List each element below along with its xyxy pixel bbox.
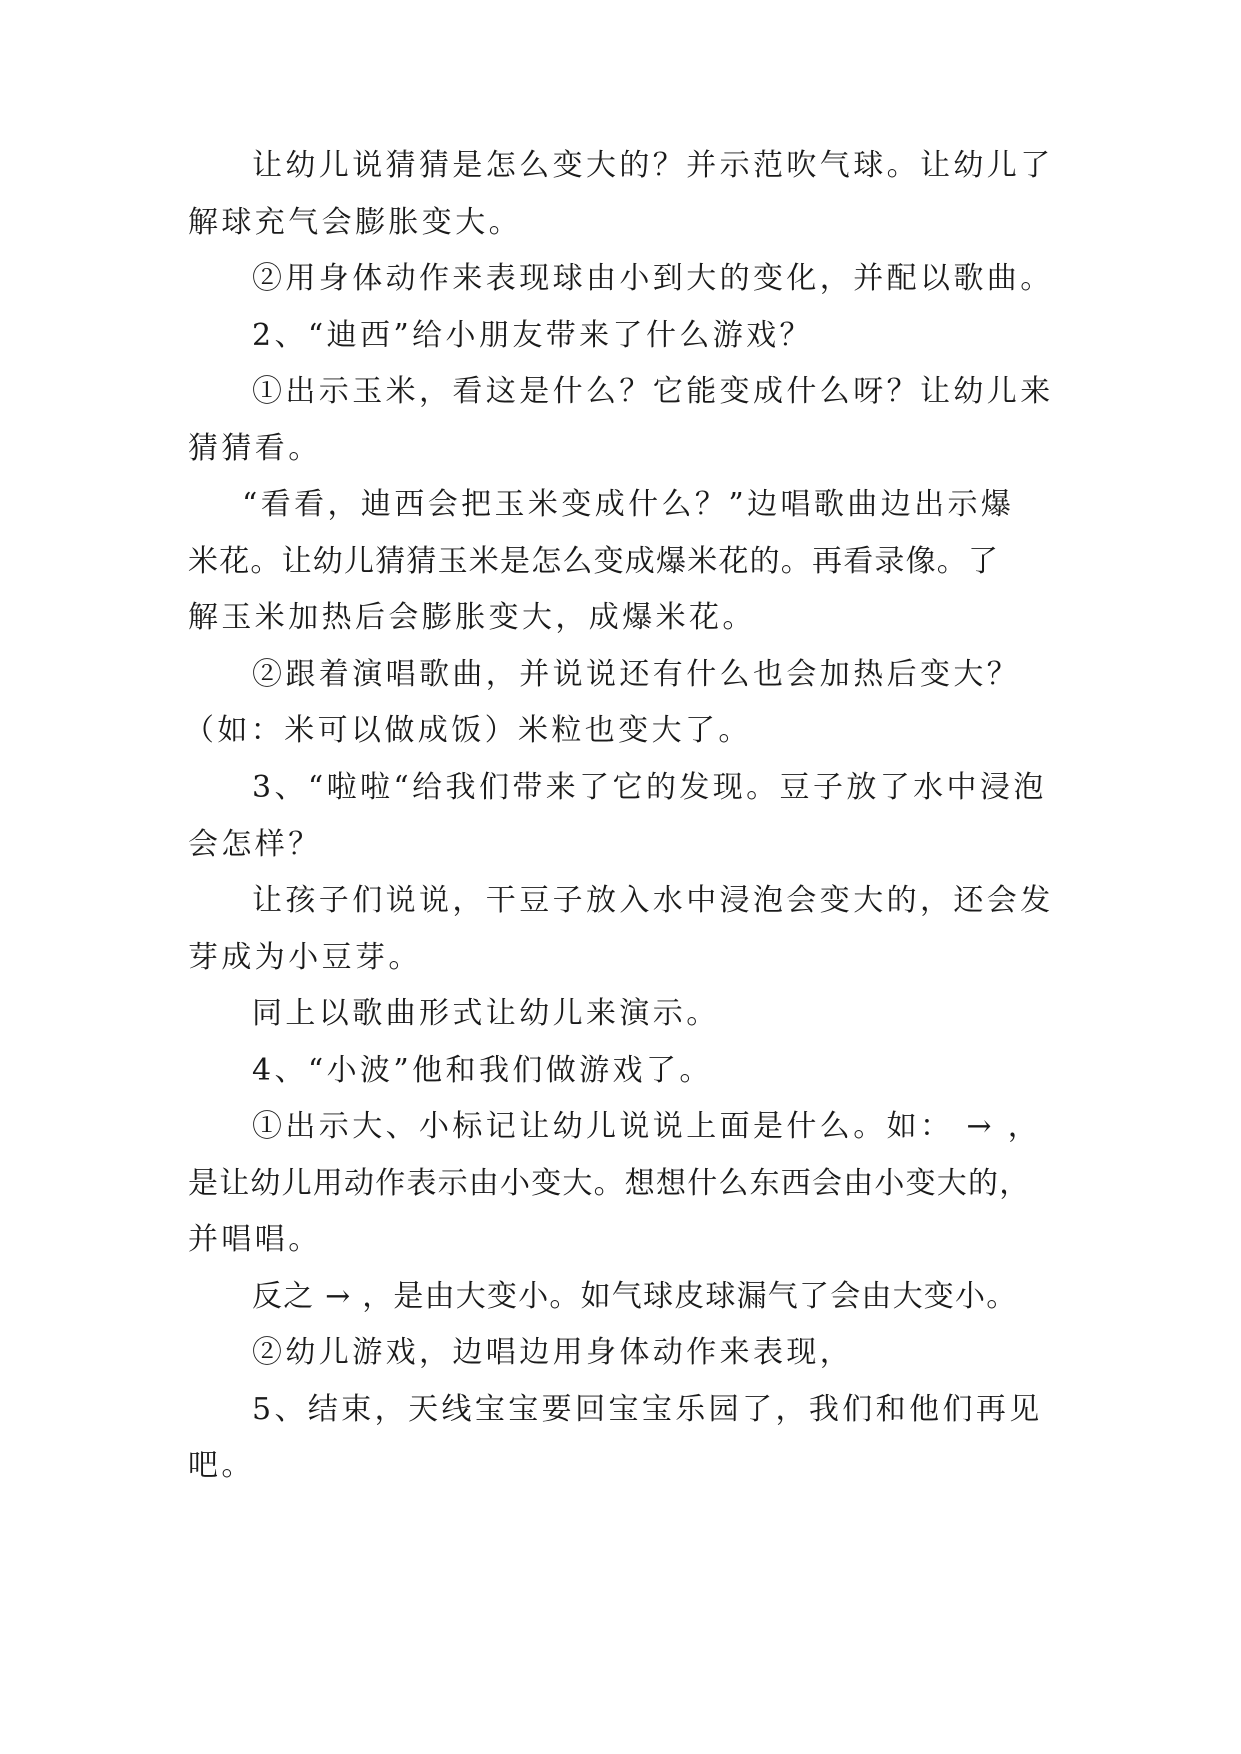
paragraph-line: 4、“小波”他和我们做游戏了。 <box>252 1053 713 1088</box>
paragraph-line: ①出示大、小标记让幼儿说说上面是什么。如： → ， <box>252 1109 1042 1144</box>
paragraph-line: 5、结束，天线宝宝要回宝宝乐园了，我们和他们再见 <box>252 1392 1043 1427</box>
paragraph-line: 并唱唱。 <box>188 1222 322 1257</box>
paragraph-line: 2、“迪西”给小朋友带来了什么游戏？ <box>252 318 813 353</box>
paragraph-line: ①出示玉米，看这是什么？它能变成什么呀？让幼儿来 <box>252 374 1054 409</box>
paragraph-line: 会怎样？ <box>188 827 322 862</box>
paragraph-line: ②用身体动作来表现球由小到大的变化，并配以歌曲。 <box>252 261 1054 296</box>
paragraph-line: 猜猜看。 <box>188 431 322 466</box>
paragraph-line: 吧。 <box>188 1448 255 1483</box>
paragraph-line: 是让幼儿用动作表示由小变大。想想什么东西会由小变大的， <box>188 1166 1031 1201</box>
paragraph-line: 反之 → ，是由大变小。如气球皮球漏气了会由大变小。 <box>252 1279 1018 1314</box>
paragraph-line: 解球充气会膨胀变大。 <box>188 205 522 240</box>
paragraph-line: 米花。让幼儿猜猜玉米是怎么变成爆米花的。再看录像。了 <box>188 544 1000 579</box>
paragraph-line: 3、“啦啦“给我们带来了它的发现。豆子放了水中浸泡 <box>252 770 1047 805</box>
paragraph-line: 解玉米加热后会膨胀变大，成爆米花。 <box>188 600 756 635</box>
paragraph-line: “看看，迪西会把玉米变成什么？”边唱歌曲边出示爆 <box>242 487 1015 522</box>
paragraph-line: 同上以歌曲形式让幼儿来演示。 <box>252 996 720 1031</box>
paragraph-line: 芽成为小豆芽。 <box>188 940 422 975</box>
paragraph-line: （如：米可以做成饭）米粒也变大了。 <box>184 713 752 748</box>
paragraph-line: ②跟着演唱歌曲，并说说还有什么也会加热后变大？ <box>252 657 1021 692</box>
paragraph-line: ②幼儿游戏，边唱边用身体动作来表现， <box>252 1335 854 1370</box>
paragraph-line: 让孩子们说说，干豆子放入水中浸泡会变大的，还会发 <box>252 883 1054 918</box>
paragraph-line: 让幼儿说猜猜是怎么变大的？并示范吹气球。让幼儿了 <box>252 148 1054 183</box>
